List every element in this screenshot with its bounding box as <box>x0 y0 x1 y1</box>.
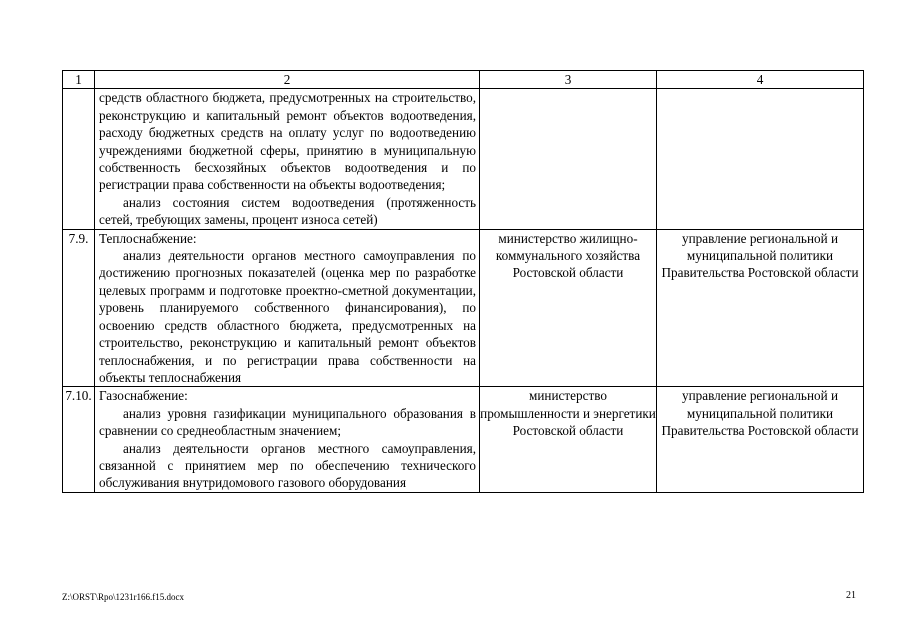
section-heading: Теплоснабжение: <box>99 230 197 246</box>
document-table <box>62 70 864 493</box>
paragraph: анализ деятельности органов местного самоуправления, связанной с принятием мер по обеспечению технического обслуживания внутридомового газового оборудования <box>99 440 476 491</box>
responsible-cell: министерство промышленности и энергетики Ростовской области <box>480 387 657 492</box>
header-cell-1: 1 <box>63 71 95 89</box>
row-number <box>63 89 95 229</box>
section-heading: Газоснабжение: <box>99 388 188 404</box>
row-number: 7.10. <box>63 387 95 492</box>
coexecutor-cell <box>657 89 864 229</box>
table-row <box>63 89 864 229</box>
header-row <box>63 71 864 89</box>
page-number: 21 <box>846 590 856 601</box>
header-cell-4: 4 <box>657 71 864 89</box>
responsible-cell: министерство жилищно-коммунального хозяйства Ростовской области <box>480 229 657 387</box>
row-number: 7.9. <box>63 229 95 387</box>
table-row <box>63 229 864 387</box>
header-cell-3: 3 <box>480 71 657 89</box>
content-cell <box>95 89 480 229</box>
paragraph: анализ состояния систем водоотведения (протяженность сетей, требующих замены, процент износа сетей) <box>99 194 476 228</box>
header-cell-2: 2 <box>95 71 480 89</box>
paragraph: анализ уровня газификации муниципального образования в сравнении со среднеобластным значением; <box>99 405 476 439</box>
content-cell <box>95 387 480 492</box>
content-cell <box>95 229 480 387</box>
table-row <box>63 387 864 492</box>
responsible-cell <box>480 89 657 229</box>
file-path: Z:\ORST\Rpo\1231r166.f15.docx <box>62 592 184 602</box>
paragraph: анализ деятельности органов местного самоуправления по достижению прогнозных показателей (оценка мер по разработке целевых программ и подготовке проектно-сметной документации, уровень планируемого собственного финансирования), по освоению средств областного бюджета, предусмотренных на строительство, реконструкцию и капитальный ремонт объектов теплоснабжения, и по регистрации права собственности на объекты теплоснабжения <box>99 248 476 385</box>
paragraph: средств областного бюджета, предусмотренных на строительство, реконструкцию и капитальный ремонт объектов водоотведения, расходу бюджетных средств на оплату услуг по водоотведению учреждениями бюджетной сферы, принятию в муниципальную собственность бесхозяйных объектов водоотведения и по регистрации права собственности на объекты водоотведения; <box>99 90 476 193</box>
coexecutor-cell: управление региональной и муниципальной политики Правительства Ростовской области <box>657 229 864 387</box>
coexecutor-cell: управление региональной и муниципальной политики Правительства Ростовской области <box>657 387 864 492</box>
